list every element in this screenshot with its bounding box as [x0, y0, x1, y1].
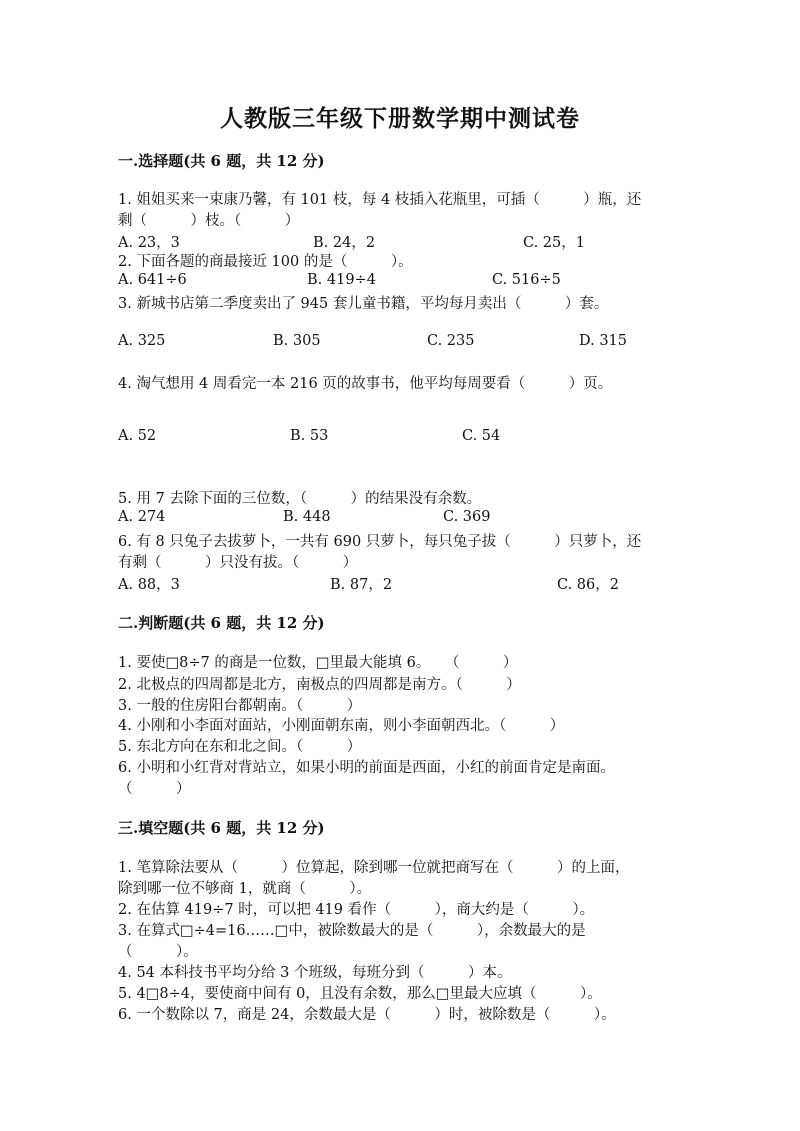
question-line: 6. 有 8 只兔子去拔萝卜，一共有 690 只萝卜，每只兔子拔（ ）只萝卜，还 [118, 534, 642, 550]
question-line: 2. 北极点的四周都是北方，南极点的四周都是南方。（ ） [118, 677, 521, 693]
option-b: B. 24，2 [313, 235, 376, 251]
question-line: 4. 小刚和小李面对面站，小刚面朝东南，则小李面朝西北。（ ） [118, 718, 565, 734]
option-a: A. 52 [118, 428, 157, 444]
option-c: C. 54 [462, 428, 501, 444]
section-heading-choice: 一.选择题(共 6 题，共 12 分) [118, 152, 325, 170]
question-line: （ ）。 [118, 944, 198, 960]
section-heading-judgement: 二.判断题(共 6 题，共 12 分) [118, 614, 325, 632]
page-title: 人教版三年级下册数学期中测试卷 [220, 105, 580, 132]
option-b: B. 53 [290, 428, 329, 444]
question-line: 5. 4□8÷4，要使商中间有 0，且没有余数，那么□里最大应填（ ）。 [118, 986, 602, 1002]
question-line: 有剩（ ）只没有拔。（ ） [118, 555, 358, 571]
question-line: 2. 下面各题的商最接近 100 的是（ ）。 [118, 254, 413, 270]
question-line: 除到哪一位不够商 1，就商（ ）。 [118, 881, 372, 897]
question-line: 1. 笔算除法要从（ ）位算起，除到哪一位就把商写在（ ）的上面， [118, 860, 630, 876]
option-b: B. 419÷4 [307, 272, 376, 288]
question-line: 5. 东北方向在东和北之间。（ ） [118, 739, 362, 755]
option-c: C. 25，1 [523, 235, 585, 251]
option-c: C. 369 [443, 509, 491, 525]
question-line: 1. 姐姐买来一束康乃馨，有 101 枝，每 4 枝插入花瓶里，可插（ ）瓶，还 [118, 192, 642, 208]
option-b: B. 87，2 [330, 577, 393, 593]
option-a: A. 325 [118, 333, 166, 349]
option-d: D. 315 [579, 333, 628, 349]
option-a: A. 274 [118, 509, 166, 525]
question-line: 4. 淘气想用 4 周看完一本 216 页的故事书，他平均每周要看（ ）页。 [118, 376, 613, 392]
option-c: C. 235 [427, 333, 475, 349]
option-a: A. 641÷6 [118, 272, 187, 288]
question-line: 4. 54 本科技书平均分给 3 个班级，每班分到（ ）本。 [118, 965, 512, 981]
option-c: C. 86，2 [557, 577, 619, 593]
question-line: （ ） [118, 781, 191, 797]
question-line: 剩（ ）枝。（ ） [118, 213, 300, 229]
question-line: 1. 要使□8÷7 的商是一位数，□里最大能填 6。 （ ） [118, 655, 518, 671]
option-b: B. 305 [273, 333, 321, 349]
question-line: 3. 在算式□÷4=16……□中，被除数最大的是（ ），余数最大的是 [118, 923, 586, 939]
option-a: A. 23，3 [118, 235, 180, 251]
option-b: B. 448 [283, 509, 331, 525]
option-c: C. 516÷5 [492, 272, 561, 288]
question-line: 2. 在估算 419÷7 时，可以把 419 看作（ ），商大约是（ ）。 [118, 902, 595, 918]
question-line: 5. 用 7 去除下面的三位数，（ ）的结果没有余数。 [118, 491, 482, 507]
question-line: 6. 一个数除以 7，商是 24，余数最大是（ ）时，被除数是（ ）。 [118, 1007, 616, 1023]
question-line: 3. 新城书店第二季度卖出了 945 套儿童书籍，平均每月卖出（ ）套。 [118, 296, 609, 312]
question-line: 3. 一般的住房阳台都朝南。（ ） [118, 698, 362, 714]
question-line: 6. 小明和小红背对背站立，如果小明的前面是西面，小红的前面肯定是南面。 [118, 760, 615, 776]
option-a: A. 88，3 [118, 577, 180, 593]
section-heading-fill-blank: 三.填空题(共 6 题，共 12 分) [118, 819, 325, 837]
